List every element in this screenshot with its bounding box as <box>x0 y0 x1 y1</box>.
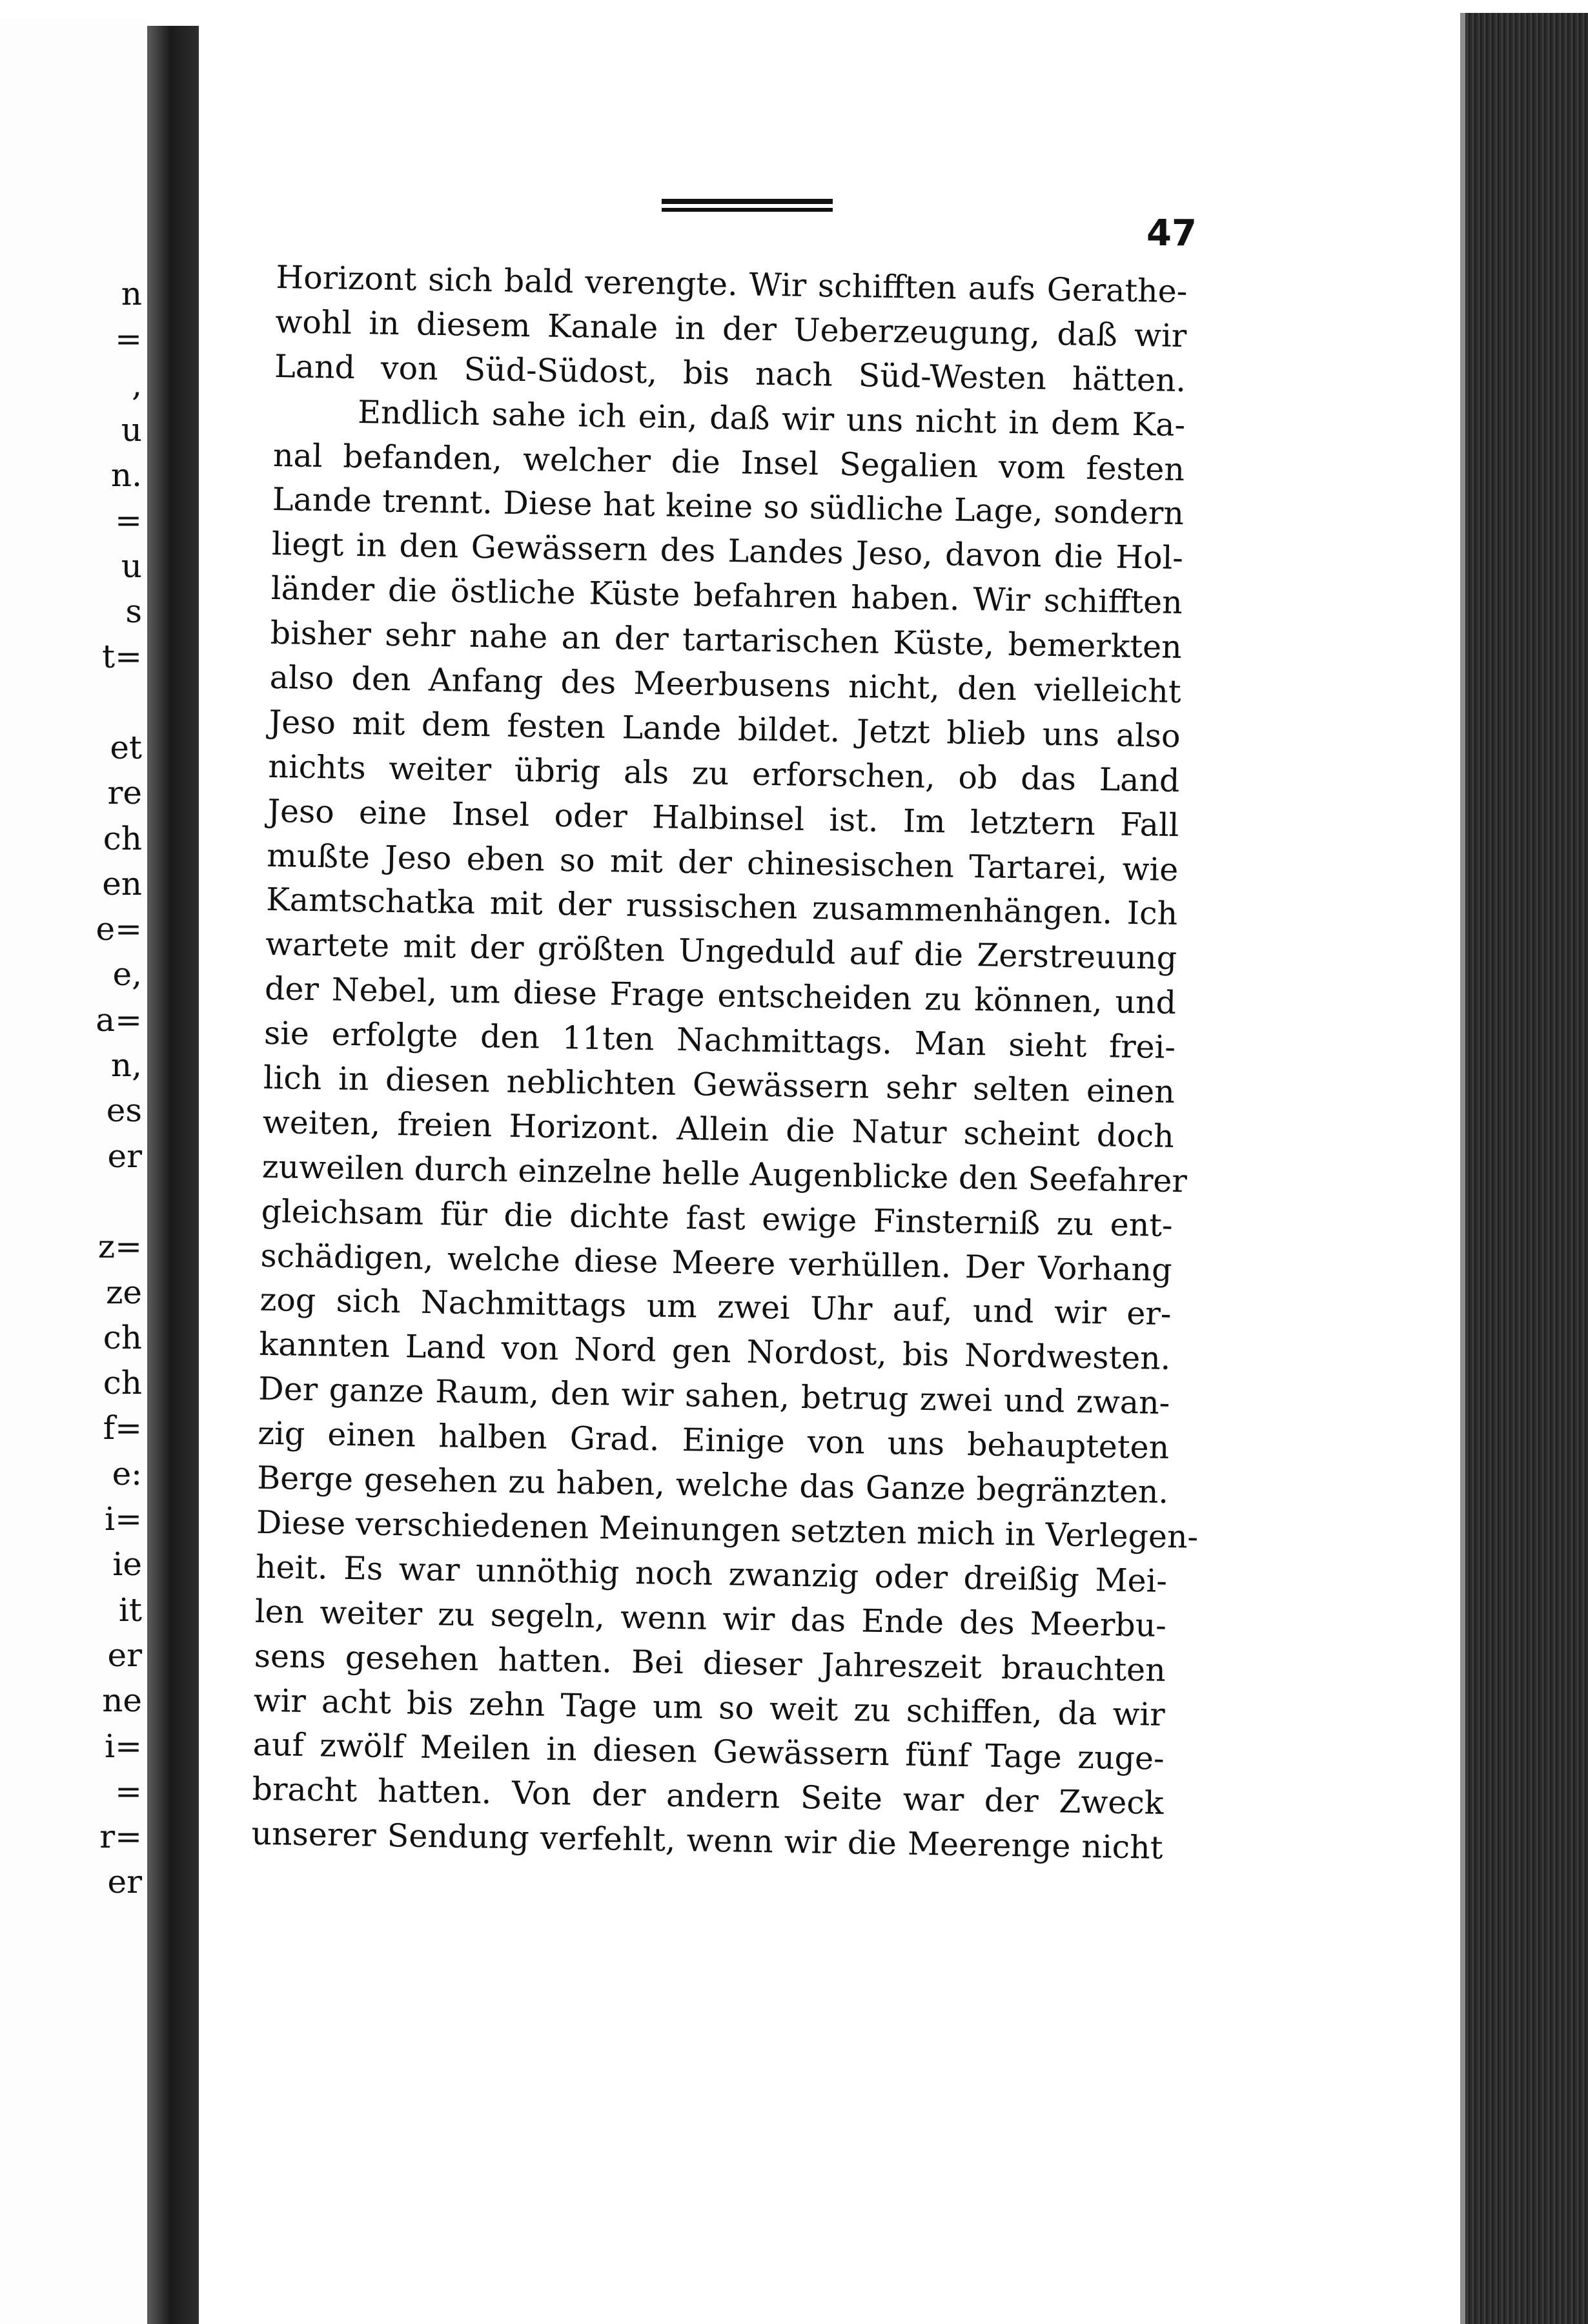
text-line: der Nebel, um diese Frage entscheiden zu können, und <box>264 970 1177 1022</box>
text-line: wir acht bis zehn Tage um so weit zu schiffen, da wir <box>253 1682 1166 1733</box>
text-line: zig einen halben Grad. Einige von uns behaupteten <box>257 1414 1170 1467</box>
text-line: wartete mit der größten Ungeduld auf die Zerstreuung <box>265 926 1177 977</box>
text-line: heit. Es war unnöthig noch zwanzig oder dreißig Mei- <box>255 1548 1168 1600</box>
text-line: zog sich Nachmittags um zwei Uhr auf, und wir er- <box>260 1281 1172 1333</box>
text-line: Kamtschatka mit der russischen zusammenhängen. Ich <box>265 881 1178 933</box>
text-line: länder die östliche Küste befahren haben. Wir schifften <box>270 570 1183 622</box>
page-stack <box>1465 13 1588 2324</box>
text-line: Endlich sahe ich ein, daß wir uns nicht in dem Ka- <box>357 393 1186 443</box>
text-line: mußte Jeso eben so mit der chinesischen Tartarei, wie <box>266 837 1179 888</box>
page-body-text <box>251 256 1199 1871</box>
text-line: bisher sehr nahe an der tartarischen Küste, bemerkten <box>270 615 1183 666</box>
text-line: liegt in den Gewässern des Landes Jeso, davon die Hol- <box>271 525 1184 577</box>
text-line: Diese verschiedenen Meinungen setzten mich in Verlegen- <box>256 1503 1199 1556</box>
text-line: weiten, freien Horizont. Allein die Natur scheint doch <box>262 1103 1175 1155</box>
text-line: Horizont sich bald verengte. Wir schifften aufs Gerathe- <box>276 258 1188 311</box>
text-line: Land von Süd-Südost, bis nach Süd-Westen hätten. <box>274 347 1186 399</box>
text-line: nichts weiter übrig als zu erforschen, ob das Land <box>268 748 1180 799</box>
text-line: Jeso mit dem festen Lande bildet. Jetzt blieb uns also <box>269 703 1181 755</box>
page-number: 47 <box>1146 212 1197 254</box>
text-line: nal befanden, welcher die Insel Segalien vom festen <box>272 436 1185 488</box>
text-line: sens gesehen hatten. Bei dieser Jahreszeit brauchten <box>254 1637 1166 1689</box>
text-line: unserer Sendung verfehlt, wenn wir die Meerenge nicht <box>251 1815 1163 1867</box>
text-line: len weiter zu segeln, wenn wir das Ende des Meerbu- <box>254 1593 1167 1644</box>
text-line: also den Anfang des Meerbusens nicht, den vielleicht <box>269 658 1182 711</box>
text-line: zuweilen durch einzelne helle Augenblicke den Seefahrer <box>261 1148 1188 1200</box>
left-page-fragment <box>0 19 147 2324</box>
text-line: Jeso eine Insel oder Halbinsel ist. Im letztern Fall <box>267 792 1179 844</box>
text-line: wohl in diesem Kanale in der Ueberzeugung, daß wir <box>274 303 1187 355</box>
text-line: sie erfolgte den 11ten Nachmittags. Man sieht frei- <box>263 1014 1176 1066</box>
book-gutter <box>147 26 199 2324</box>
text-line: lich in diesen neblichten Gewässern sehr selten einen <box>263 1059 1176 1111</box>
left-page-text-edge: n = , u n. = u s t= et re ch en e= e, a= n, es er z= ze ch ch f= e: i= ie it er ne i= = r= er <box>96 275 142 1901</box>
text-line: Der ganze Raum, den wir sahen, betrug zwei und zwan- <box>258 1371 1170 1422</box>
text-line: auf zwölf Meilen in diesen Gewässern fünf Tage zuge- <box>252 1726 1165 1778</box>
text-line: schädigen, welche diese Meere verhüllen. Der Vorhang <box>260 1237 1172 1289</box>
text-line: kannten Land von Nord gen Nordost, bis Nordwesten. <box>259 1326 1171 1378</box>
text-line: gleichsam für die dichte fast ewige Finsterniß zu ent- <box>261 1192 1174 1244</box>
header-ornament-rule <box>662 199 833 217</box>
text-line: bracht hatten. Von der andern Seite war der Zweck <box>252 1770 1164 1822</box>
text-line: Lande trennt. Diese hat keine so südliche Lage, sondern <box>272 481 1185 533</box>
text-line: Berge gesehen zu haben, welche das Ganze begränzten. <box>256 1459 1169 1511</box>
